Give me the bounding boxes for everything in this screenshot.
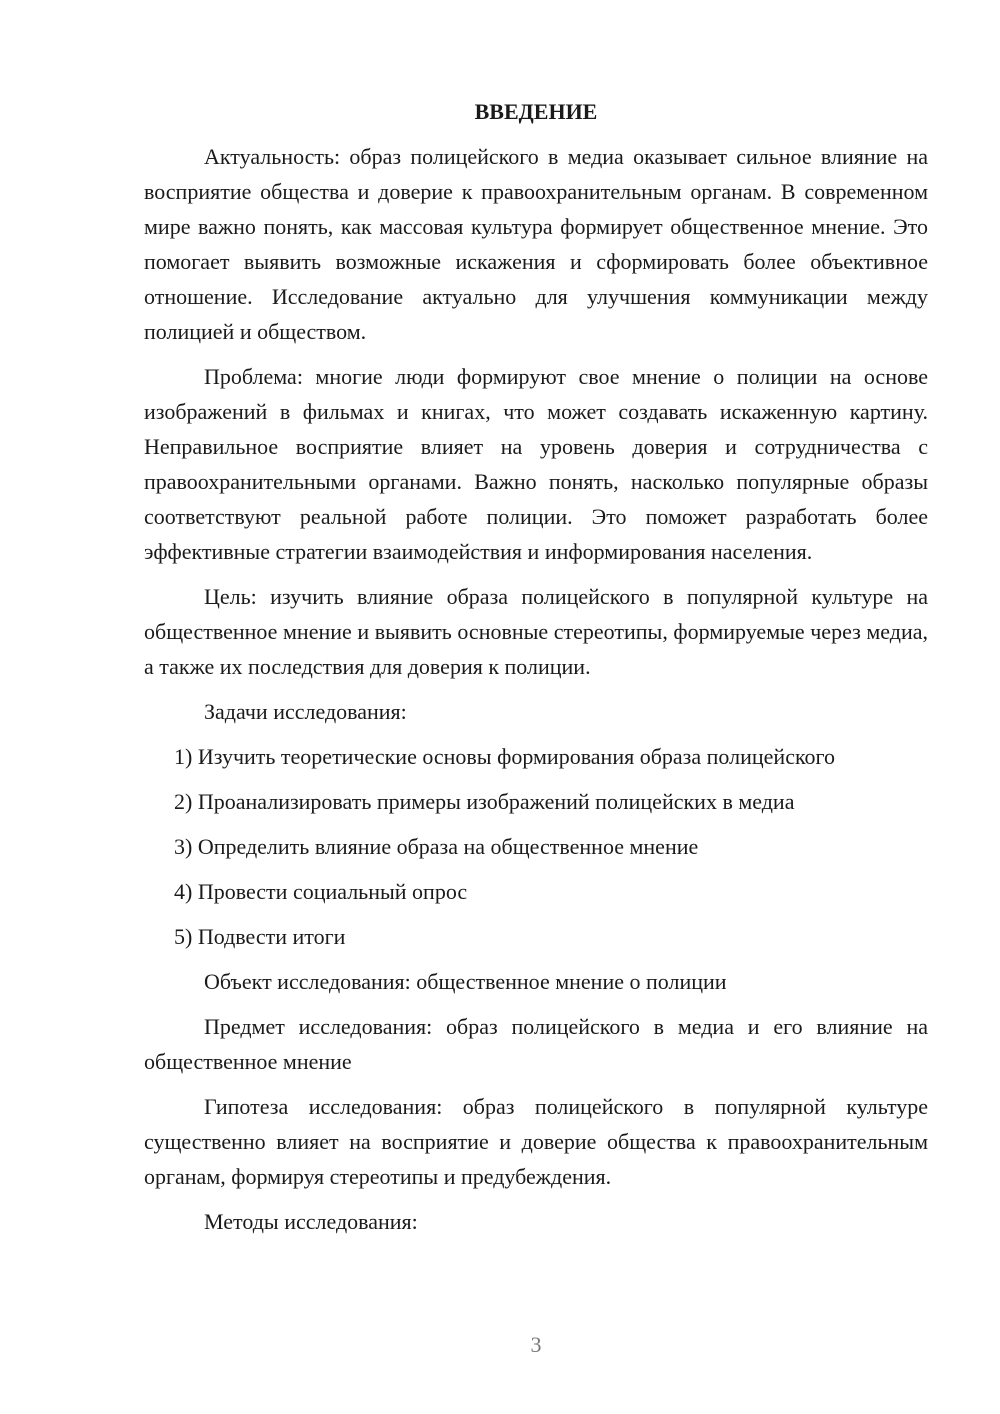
task-item: 2) Проанализировать примеры изображений полицейских в медиа xyxy=(174,789,795,814)
task-item: 1) Изучить теоретические основы формирования образа полицейского xyxy=(174,744,835,769)
tasks-heading: Задачи исследования: xyxy=(204,699,407,724)
problem-paragraph: Проблема: многие люди формируют свое мнение о полиции на основе изображений в фильмах и книгах, что может создавать искаженную картину. Неправильное восприятие влияет на уровень доверия и сотрудничества с правоохранительными органами. Важно понять, насколько популярные образы соответствуют реальной работе полиции. Это поможет разработать более эффективные стратегии взаимодействия и информирования населения. xyxy=(144,364,928,564)
object-paragraph: Объект исследования: общественное мнение о полиции xyxy=(204,969,727,994)
section-title: ВВЕДЕНИЕ xyxy=(474,99,598,124)
tasks-list xyxy=(144,739,928,954)
relevance-paragraph: Актуальность: образ полицейского в медиа оказывает сильное влияние на восприятие общества и доверие к правоохранительным органам. В современном мире важно понять, как массовая культура формирует общественное мнение. Это помогает выявить возможные искажения и сформировать более объективное отношение. Исследование актуально для улучшения коммуникации между полицией и обществом. xyxy=(144,144,928,344)
task-item: 4) Провести социальный опрос xyxy=(174,879,468,904)
task-item: 3) Определить влияние образа на общественное мнение xyxy=(174,834,699,859)
task-item: 5) Подвести итоги xyxy=(174,924,346,949)
methods-heading: Методы исследования: xyxy=(204,1209,418,1234)
goal-paragraph: Цель: изучить влияние образа полицейского в популярной культуре на общественное мнение и выявить основные стереотипы, формируемые через медиа, а также их последствия для доверия к полиции. xyxy=(144,584,928,679)
page-content xyxy=(144,94,928,1249)
subject-paragraph: Предмет исследования: образ полицейского в медиа и его влияние на общественное мнение xyxy=(144,1014,928,1074)
page-number: 3 xyxy=(530,1332,542,1357)
hypothesis-paragraph: Гипотеза исследования: образ полицейского в популярной культуре существенно влияет на восприятие и доверие общества к правоохранительным органам, формируя стереотипы и предубеждения. xyxy=(144,1094,928,1189)
